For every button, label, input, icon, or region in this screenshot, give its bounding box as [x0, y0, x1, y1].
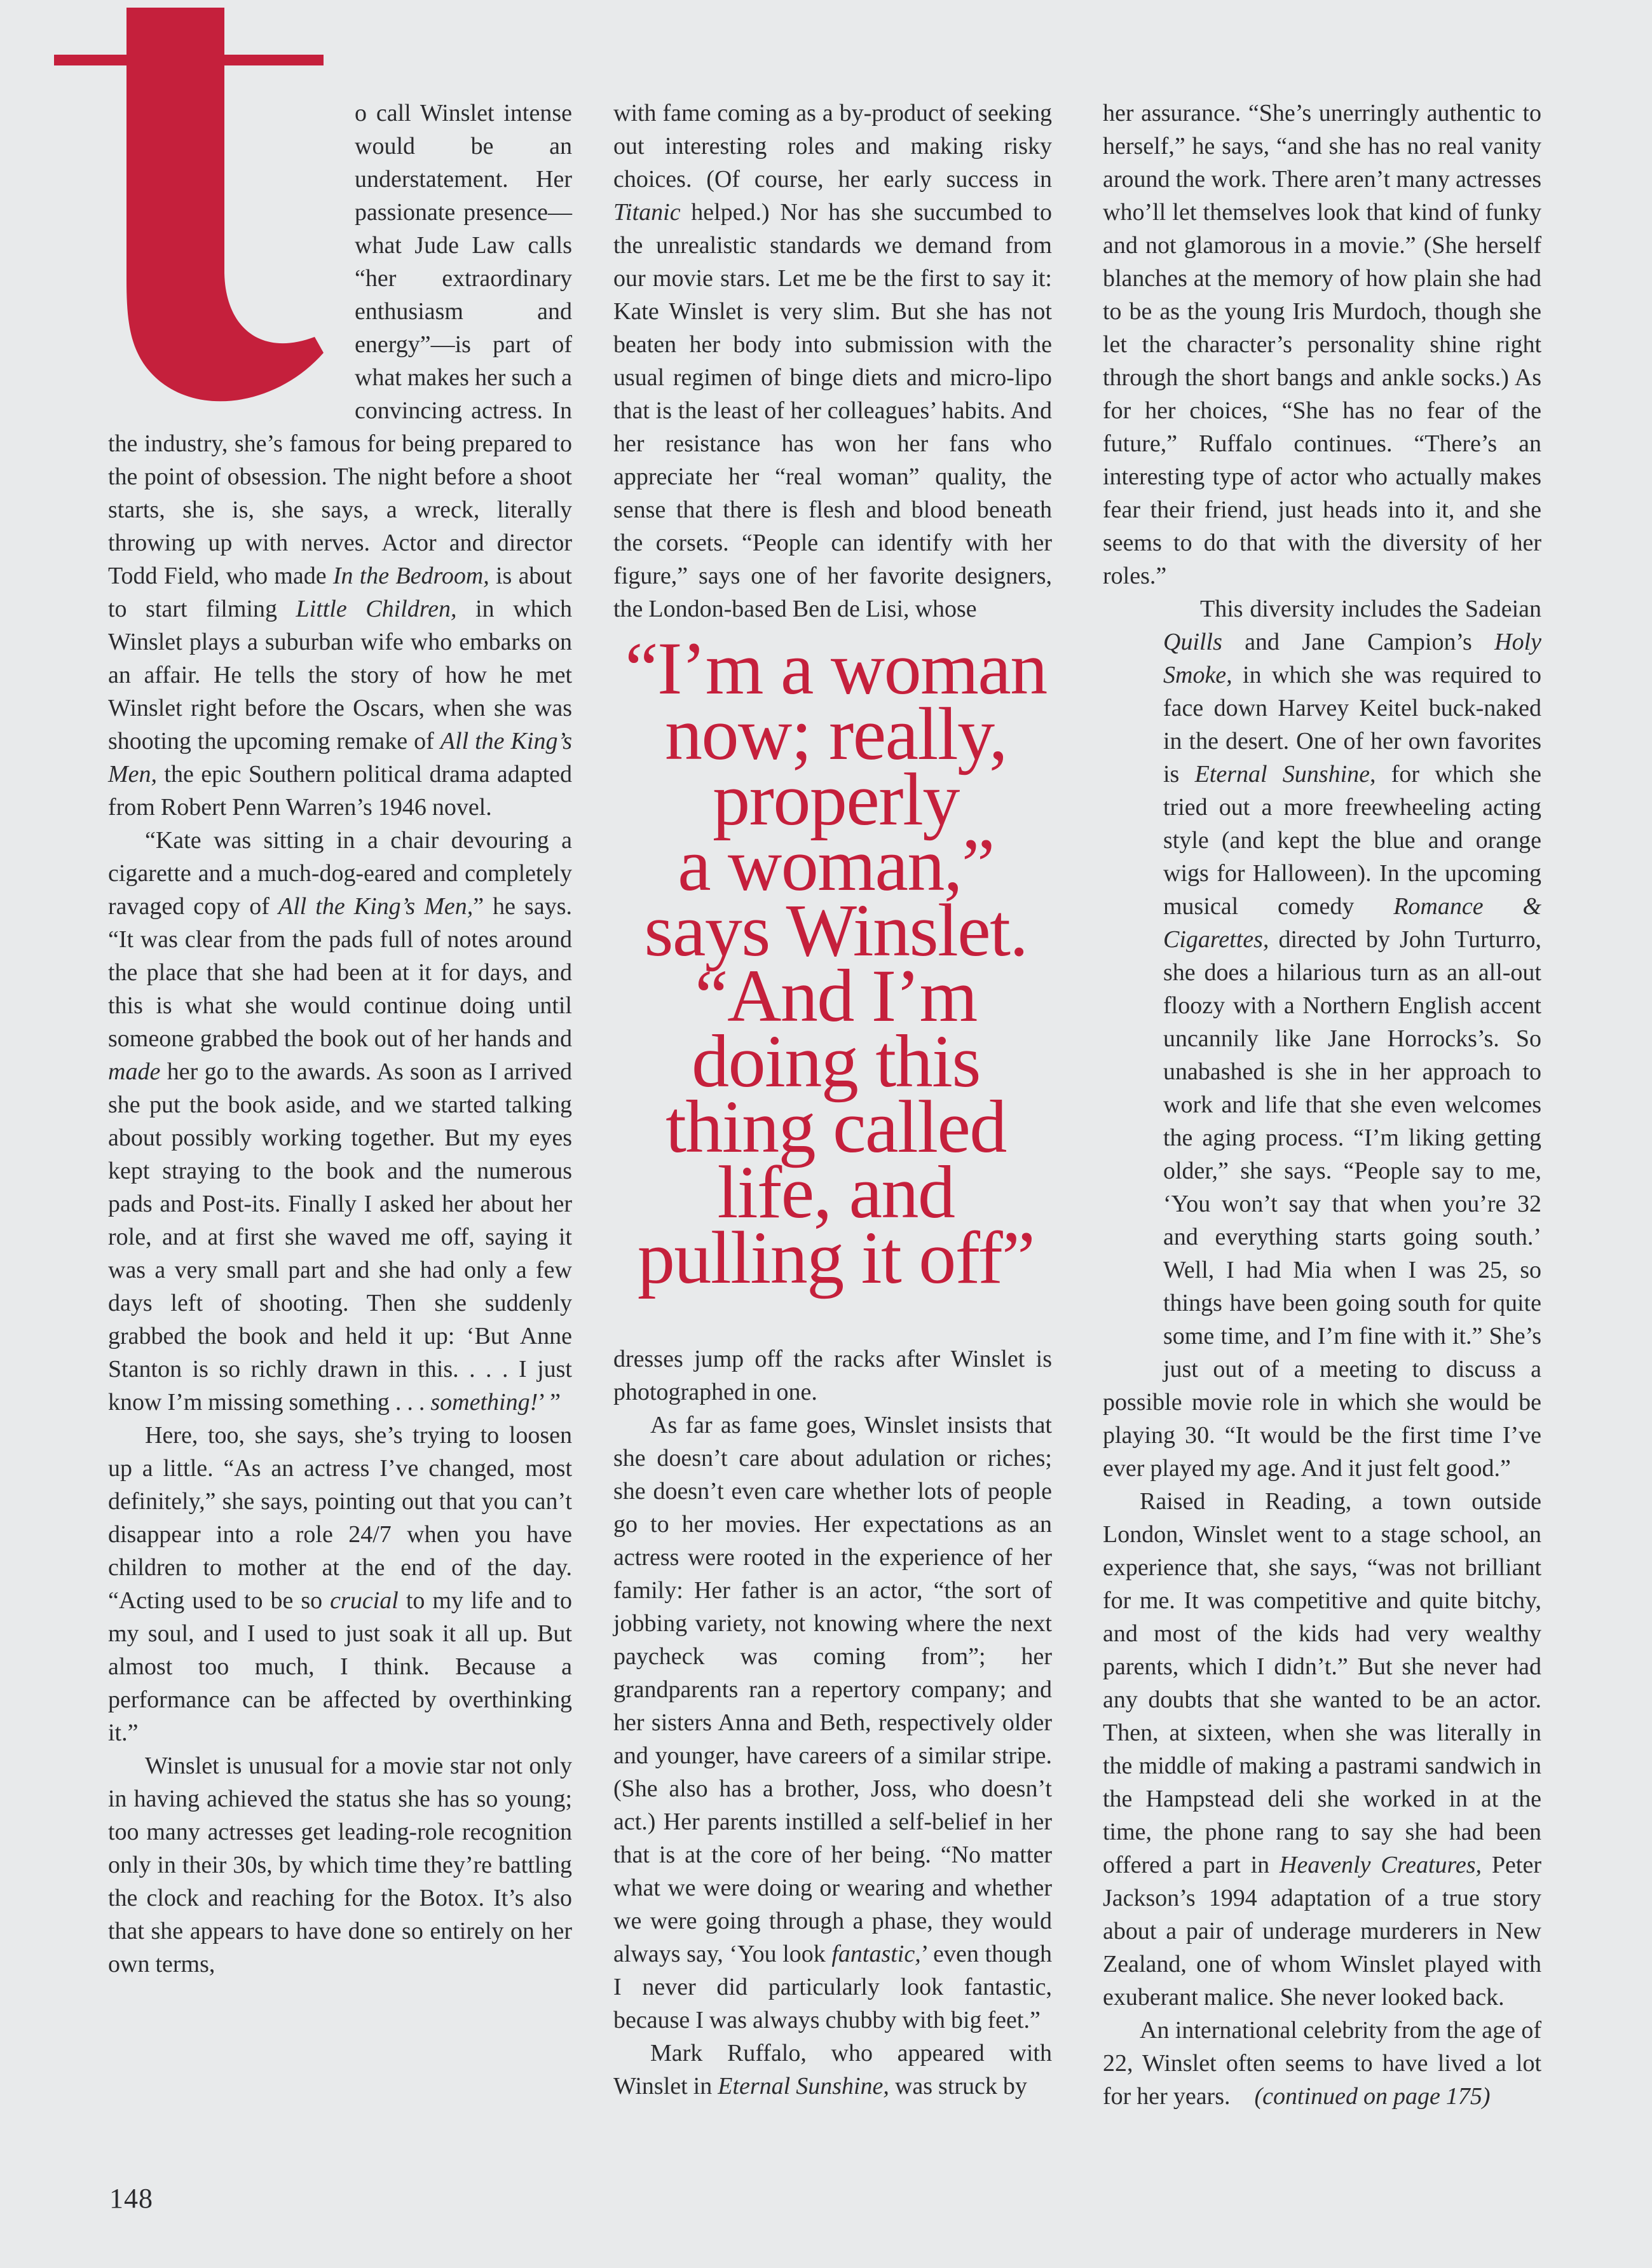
paragraph: As far as fame goes, Winslet insists that she doesn’t care about adulation or riches; she doesn’t even care whether lots of people go to her movies. Her expectations as an actress were rooted in the experience of her family: Her father is an actor, “the sort of jobbing variety, not knowing where the next paycheck was coming from”; her grandparents ran a repertory company; and her sisters Anna and Beth, respectively older and younger, have careers of a similar stripe. (She also has a brother, Joss, who doesn’t act.) Her parents instilled a self-belief in her that is at the core of her being. “No matter what we were doing or wearing and whether we were going through a phase, they would always say, ‘You look fantastic,’ even though I never did particularly look fantastic, because I was always chubby with big feet.”	[613, 1412, 1052, 2033]
pull-quote-line: “I’m a woman	[625, 627, 1047, 710]
paragraph: with fame coming as a by-product of seeking out interesting roles and making risky choices. (Of course, her early success in Titanic helped.) Nor has she succumbed to the unrealistic standards we demand from our movie stars. Let me be the first to say it: Kate Winslet is very slim. But she has not beaten her body into submission with the usual regimen of binge diets and micro-lipo that is the least of her colleagues’ habits. And her resistance has won her fans who appreciate her “real woman” quality, the sense that there is flesh and blood beneath the corsets. “People can identify with her figure,” says one of her favorite designers, the London-based Ben de Lisi, whose	[613, 100, 1052, 622]
pull-quote	[521, 627, 1150, 1299]
pullquote-intrusion-spacer	[1103, 625, 1163, 1353]
pull-quote-line: doing this	[692, 1020, 980, 1103]
paragraph: Here, too, she says, she’s trying to loosen up a little. “As an actress I’ve changed, most definitely,” she says, pointing out that you can’t disappear into a role 24/7 when you have children to mother at the end of the day. “Acting used to be so crucial to my life and to my soul, and I used to just soak it all up. But almost too much, I think. Because a performance can be affected by overthinking it.”	[108, 1422, 572, 1746]
pull-quote-line: “And I’m	[695, 954, 977, 1037]
paragraph: dresses jump off the racks after Winslet is photographed in one.	[613, 1346, 1052, 1405]
dropcap-spacer	[108, 97, 355, 395]
pull-quote-line: a woman,”	[678, 823, 994, 906]
paragraph: “Kate was sitting in a chair devouring a cigarette and a much-dog-eared and completely ravaged copy of All the King’s Men,” he says. “It was clear from the pads full of notes around the place that she had been at it for days, and this is what she would continue doing until someone grabbed the book out of her hands and made her go to the awards. As soon as I arrived she put the book aside, and we started talking about possibly working together. But my eyes kept straying to the book and the numerous pads and Post-its. Finally I asked her about her role, and at first she waved me off, saying it was a very small part and she had only a few days left of shooting. Then she suddenly grabbed the book and held it up: ‘But Anne Stanton is so richly drawn in this. . . . I just know I’m missing something . . . something!’ ”	[108, 827, 572, 1416]
pull-quote-line: thing called	[666, 1085, 1006, 1168]
paragraph: An international celebrity from the age of 22, Winslet often seems to have lived a lot for her years. (continued on page 175)	[1103, 2017, 1541, 2110]
article-column-2-bottom	[613, 1342, 1052, 2103]
pull-quote-line: now; really,	[665, 692, 1007, 775]
paragraph: Mark Ruffalo, who appeared with Winslet in Eternal Sunshine, was struck by	[613, 2040, 1052, 2100]
paragraph: o call Winslet intense would be an understatement. Her passionate presence—what Jude Law calls “her extraordinary enthusiasm and energy”—is part of what makes her such a convincing actress. In the industry, she’s famous for being prepared to the point of obsession. The night before a shoot starts, she is, she says, a wreck, literally throwing up with nerves. Actor and director Todd Field, who made In the Bedroom, is about to start filming Little Children, in which Winslet plays a suburban wife who embarks on an affair. He tells the story of how he met Winslet right before the Oscars, when she was shooting the upcoming remake of All the King’s Men, the epic Southern political drama adapted from Robert Penn Warren’s 1946 novel.	[108, 97, 572, 824]
paragraph: her assurance. “She’s unerringly authentic to herself,” he says, “and she has no real vanity around the work. There aren’t many actresses who’ll let themselves look that kind of funky and not glamorous in a movie.” (She herself blanches at the memory of how plain she had to be as the young Iris Murdoch, though she let the character’s personality shine right through the short bangs and ankle socks.) As for her choices, “She has no fear of the future,” Ruffalo continues. “There’s an interesting type of actor who actually makes fear their friend, just heads into it, and she seems to do that with the diversity of her roles.”	[1103, 100, 1541, 589]
pull-quote-line: life, and	[717, 1151, 955, 1234]
article-column-3	[1103, 97, 1541, 2113]
pull-quote-line: properly	[713, 758, 959, 841]
paragraph: This diversity includes the Sadeian Quills and Jane Campion’s Holy Smoke, in which she was required to face down Harvey Keitel buck-naked in the desert. One of her own favorites is Eternal Sunshine, for which she tried out a more freewheeling acting style (and kept the blue and orange wigs for Halloween). In the upcoming musical comedy Romance & Cigarettes, directed by John Turturro, she does a hilarious turn as an all-out floozy with a Northern English accent uncannily like Jane Horrocks’s. So unabashed is she in her approach to work and life that she even welcomes the aging process. “I’m liking getting older,” she says. “People say to me, ‘You won’t say that when you’re 32 and everything starts going south.’ Well, I had Mia when I was 25, so things have been going south for quite some time, and I’m fine with it.” She’s just out of a meeting to discuss a possible movie role in which she would be playing 30. “It would be the first time I’ve ever played my age. And it just felt good.”	[1103, 596, 1542, 1482]
paragraph: Winslet is unusual for a movie star not only in having achieved the status she has so young; too many actresses get leading-role recognition only in their 30s, by which time they’re battling the clock and reaching for the Botox. It’s also that she appears to have done so entirely on her own terms,	[108, 1752, 572, 1978]
article-column-2-top	[613, 97, 1052, 625]
pull-quote-line: pulling it off”	[637, 1216, 1035, 1299]
article-column-1	[108, 97, 572, 1981]
pull-quote-line: says Winslet.	[644, 889, 1028, 972]
page-number: 148	[109, 2183, 153, 2214]
paragraph: Raised in Reading, a town outside London, Winslet went to a stage school, an experience that, she says, “was not brilliant for me. It was competitive and quite bitchy, and most of the kids had very wealthy parents, which I didn’t.” But she never had any doubts that she wanted to be an actor. Then, at sixteen, when she was literally in the middle of making a pastrami sandwich in the Hampstead deli she worked in at the time, the phone rang to say she had been offered a part in Heavenly Creatures, Peter Jackson’s 1994 adaptation of a true story about a pair of underage murderers in New Zealand, one of whom Winslet played with exuberant malice. She never looked back.	[1103, 1488, 1541, 2011]
